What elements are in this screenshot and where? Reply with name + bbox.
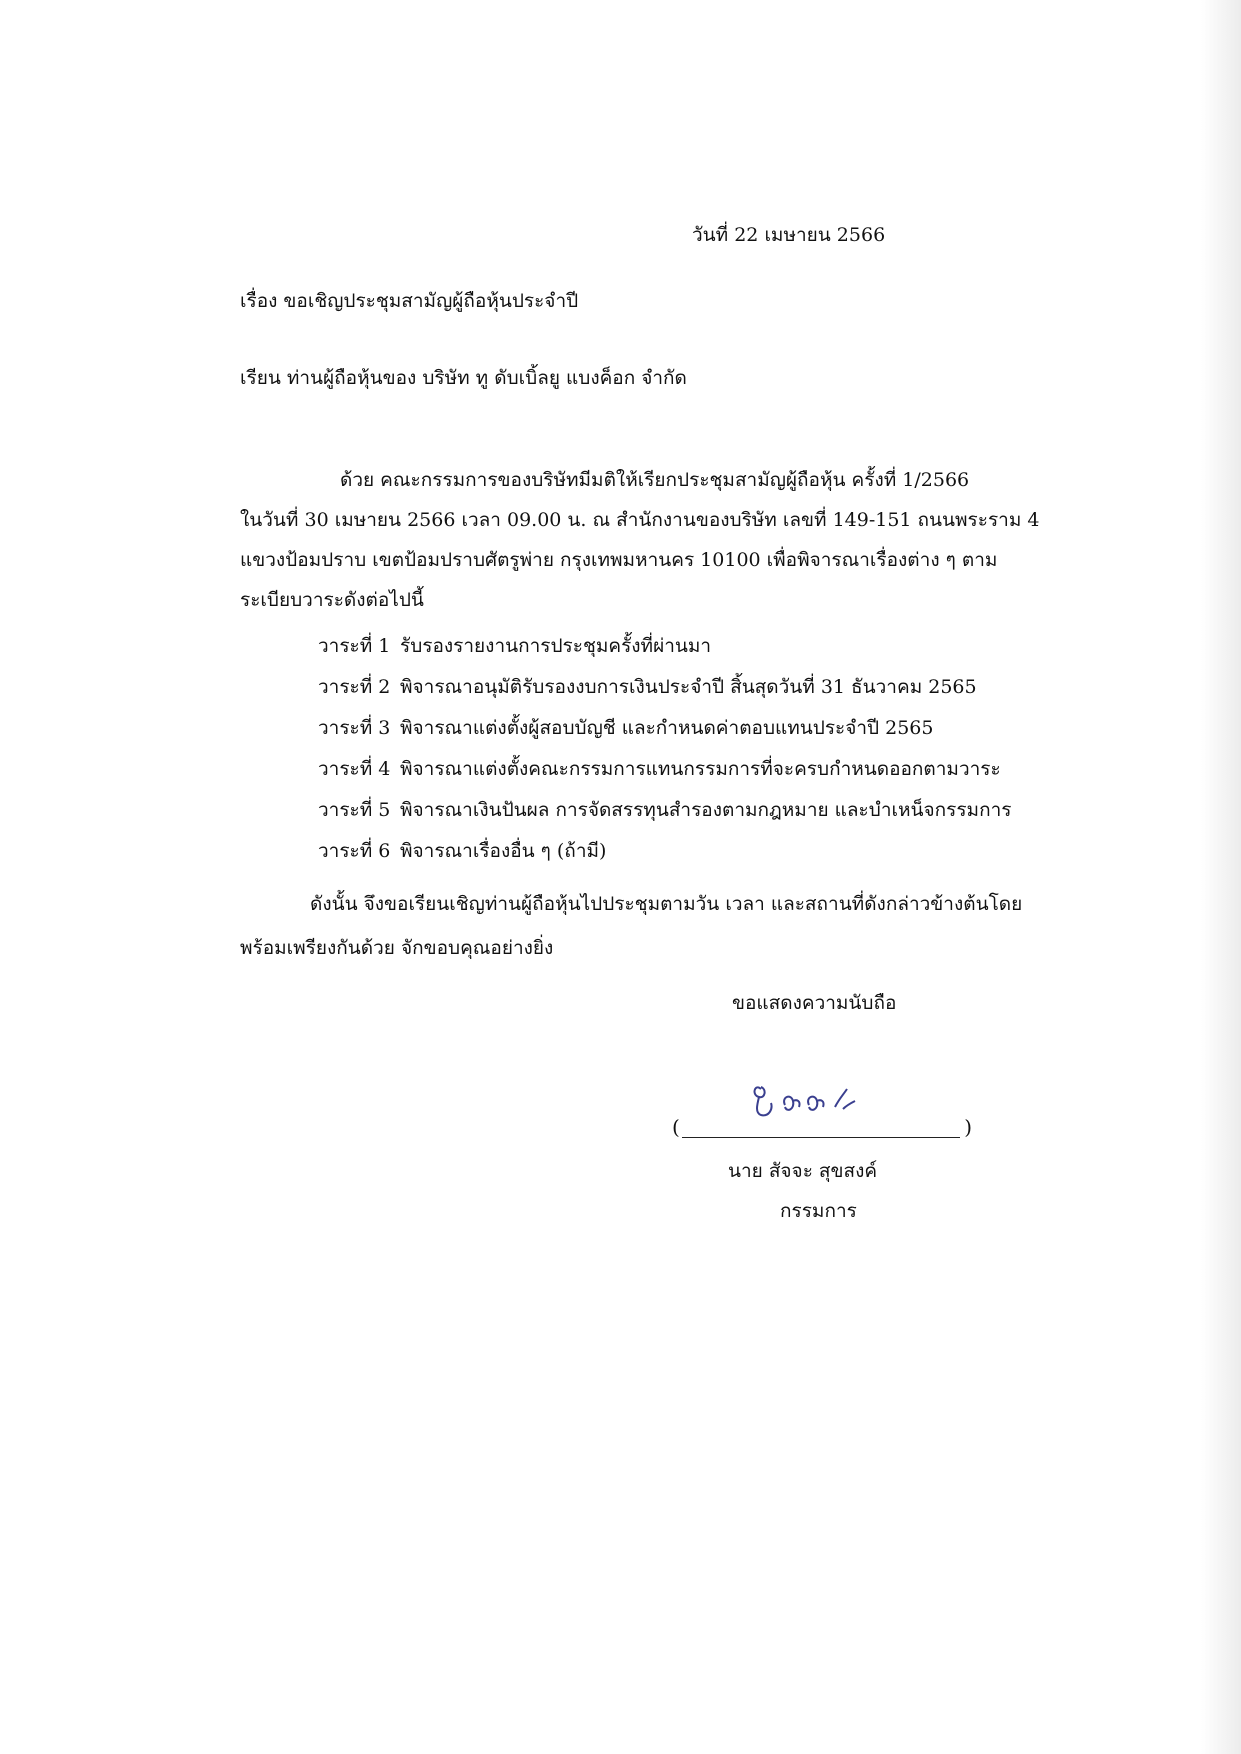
paragraph-line: พร้อมเพรียงกันด้วย จักขอบคุณอย่างยิ่ง — [240, 937, 554, 959]
letter-recipient: เรียน ท่านผู้ถือหุ้นของ บริษัท ทู ดับเบิ้ลยู แบงค็อก จำกัด — [240, 367, 687, 389]
agenda-number: วาระที่ 3 — [318, 717, 391, 739]
letter-subject: เรื่อง ขอเชิญประชุมสามัญผู้ถือหุ้นประจำปี — [240, 290, 579, 312]
signer-title: กรรมการ — [780, 1200, 857, 1222]
agenda-item — [318, 667, 1011, 708]
agenda-item — [318, 831, 1011, 872]
paragraph-line: ดังนั้น จึงขอเรียนเชิญท่านผู้ถือหุ้นไปประชุมตามวัน เวลา และสถานที่ดังกล่าวข้างต้นโดย — [310, 893, 1023, 915]
letter-date: วันที่ 22 เมษายน 2566 — [692, 224, 886, 246]
paragraph-line: ในวันที่ 30 เมษายน 2566 เวลา 09.00 น. ณ สำนักงานของบริษัท เลขที่ 149-151 ถนนพระราม 4 — [240, 509, 1040, 531]
agenda-item — [318, 790, 1011, 831]
closing-salutation: ขอแสดงความนับถือ — [732, 992, 897, 1014]
agenda-text: รับรองรายงานการประชุมครั้งที่ผ่านมา — [400, 635, 712, 657]
signature-line — [682, 1137, 960, 1138]
agenda-text: พิจารณาอนุมัติรับรองงบการเงินประจำปี สิ้นสุดวันที่ 31 ธันวาคม 2565 — [400, 676, 977, 698]
agenda-list — [318, 626, 1011, 872]
paragraph-line: แขวงป้อมปราบ เขตป้อมปราบศัตรูพ่าย กรุงเทพมหานคร 10100 เพื่อพิจารณาเรื่องต่าง ๆ ตาม — [240, 549, 998, 571]
agenda-item — [318, 749, 1011, 790]
bracket-close: ) — [964, 1115, 972, 1139]
agenda-number: วาระที่ 1 — [318, 635, 391, 657]
signer-name: นาย สัจจะ สุขสงค์ — [728, 1160, 878, 1182]
signature-block — [672, 1075, 972, 1145]
agenda-item — [318, 708, 1011, 749]
agenda-text: พิจารณาแต่งตั้งผู้สอบบัญชี และกำหนดค่าตอบแทนประจำปี 2565 — [400, 717, 934, 739]
paragraph-intro — [240, 460, 1040, 620]
paragraph-line: ด้วย คณะกรรมการของบริษัทมีมติให้เรียกประชุมสามัญผู้ถือหุ้น ครั้งที่ 1/2566 — [340, 469, 970, 491]
agenda-number: วาระที่ 4 — [318, 758, 391, 780]
agenda-text: พิจารณาเงินปันผล การจัดสรรทุนสำรองตามกฎหมาย และบำเหน็จกรรมการ — [400, 799, 1012, 821]
agenda-number: วาระที่ 5 — [318, 799, 391, 821]
bracket-open: ( — [672, 1115, 680, 1139]
agenda-number: วาระที่ 2 — [318, 676, 391, 698]
agenda-text: พิจารณาแต่งตั้งคณะกรรมการแทนกรรมการที่จะครบกำหนดออกตามวาระ — [400, 758, 1001, 780]
paragraph-line: ระเบียบวาระดังต่อไปนี้ — [240, 589, 424, 611]
agenda-text: พิจารณาเรื่องอื่น ๆ (ถ้ามี) — [400, 840, 607, 862]
paragraph-closing — [240, 882, 1030, 970]
agenda-number: วาระที่ 6 — [318, 840, 391, 862]
scan-edge-shadow — [1201, 0, 1241, 1754]
agenda-item — [318, 626, 1011, 667]
handwritten-signature — [747, 1075, 877, 1125]
